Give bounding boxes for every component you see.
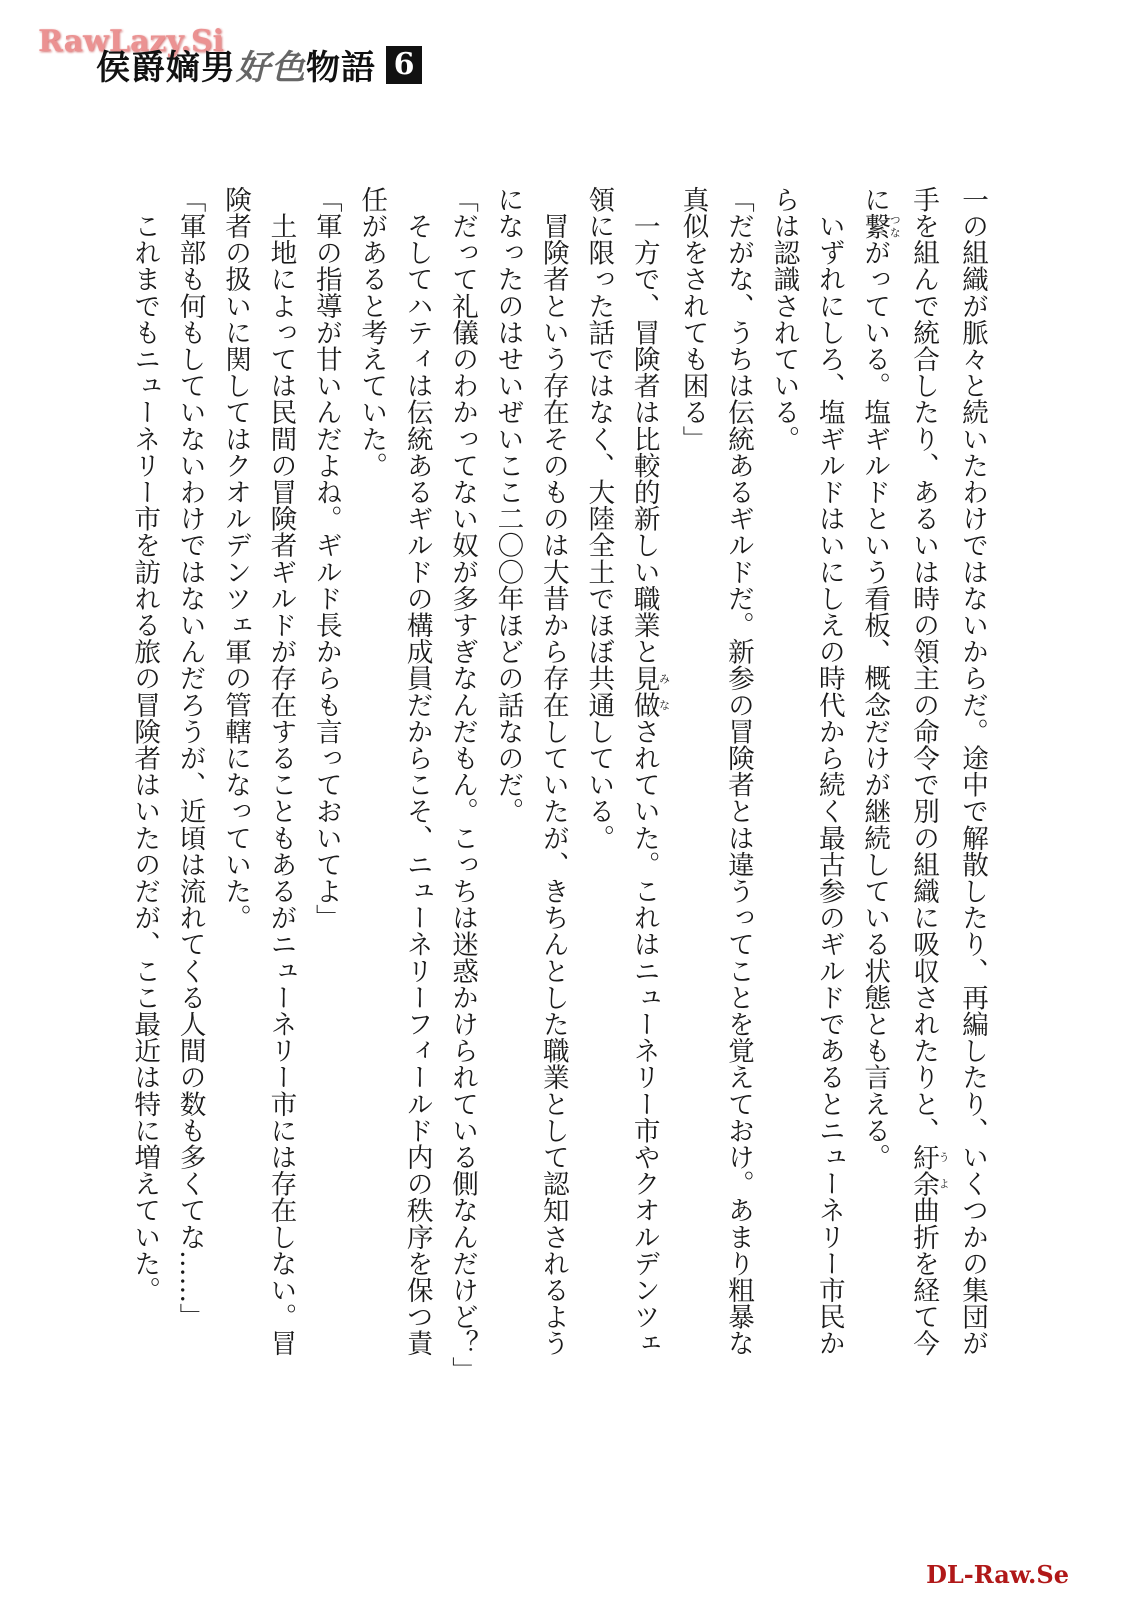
ruby-word — [908, 1143, 951, 1197]
text-column — [440, 186, 485, 1383]
text-column — [806, 186, 851, 1376]
text-segment: 「軍部も何もしていないわけではないんだろうが、近頃は流れてくる人間の数も多くてな……」 — [174, 186, 206, 1330]
text-column — [621, 186, 670, 1376]
text-segment: 土地によっては民間の冒険者ギルドが存在することもあるがニューネリー市には存在しない。冒 — [265, 186, 297, 1357]
ruby-reading: つな — [888, 212, 902, 240]
text-segment: これまでもニューネリー市を訪れる旅の冒険者はいたのだが、ここ最近は特に増えていた。 — [129, 186, 161, 1304]
text-column — [303, 186, 348, 1376]
text-segment: 手を組んで統合したり、あるいは時の領主の命令で別の組織に吸収されたりと、 — [908, 186, 940, 1144]
watermark-bottom: DL-Raw.Se — [926, 1560, 1069, 1589]
text-segment: いずれにしろ、塩ギルドはいにしえの時代から続く最古参のギルドであるとニューネリー市民か — [813, 186, 845, 1357]
volume-badge: 6 — [386, 46, 422, 84]
text-column — [167, 186, 212, 1376]
title-accent: 好色 — [236, 48, 306, 88]
ruby-base: 見做 — [628, 664, 660, 719]
book-title — [96, 40, 376, 89]
text-segment: 一方で、冒険者は比較的新しい職業と — [628, 186, 660, 665]
text-segment: 領に限った話ではなく、大陸全土でほぼ共通している。 — [583, 186, 615, 851]
text-column — [213, 186, 258, 1376]
text-segment: 「軍の指導が甘いんだよね。ギルド長からも言っておいてよ」 — [310, 186, 342, 931]
text-segment: そしてハティは伝統あるギルドの構成員だからこそ、ニューネリーフィールド内の秩序を保つ責 — [401, 186, 433, 1357]
text-segment: 「だがな、うちは伝統あるギルドだ。新参の冒険者とは違うってことを覚えておけ。あまり粗暴な — [722, 186, 754, 1357]
text-column — [485, 186, 530, 1376]
ruby-reading: みな — [657, 664, 671, 719]
text-segment: になったのはせいぜいここ二〇〇年ほどの話なのだ。 — [492, 186, 524, 825]
title-part: 物語 — [306, 48, 376, 88]
ruby-reading: うよ — [937, 1143, 951, 1197]
running-header — [96, 40, 422, 89]
text-segment: に — [859, 186, 891, 213]
ruby-base: 紆余 — [908, 1143, 940, 1197]
watermark-top: RawLazy.Si — [38, 24, 224, 59]
text-column — [576, 186, 621, 1376]
text-segment: 一の組織が脈々と続いたわけではないからだ。途中で解散したり、再編したり、いくつかの集団が — [957, 186, 988, 1357]
text-column — [761, 186, 806, 1376]
text-segment: 冒険者という存在そのものは大昔から存在していたが、きちんとした職業として認知されるよう — [537, 186, 569, 1357]
text-column — [530, 186, 575, 1376]
text-segment: 険者の扱いに関してはクオルデンツェ軍の管轄になっていた。 — [220, 186, 251, 931]
text-column — [852, 186, 901, 1376]
text-segment: 真似をされても困る」 — [677, 186, 709, 452]
text-segment: 任があると考えていた。 — [356, 186, 388, 479]
text-segment: らは認識されている。 — [768, 186, 800, 452]
text-column — [901, 186, 950, 1376]
text-segment: 「だって礼儀のわかってない奴が多すぎなんだもん。こっちは迷惑かけられている側なんだけど？」 — [447, 186, 479, 1383]
text-column — [349, 186, 394, 1376]
text-column — [258, 186, 303, 1376]
text-segment: 曲折を経て今 — [908, 1196, 940, 1357]
ruby-base: 繋 — [859, 212, 891, 240]
text-segment: がっている。塩ギルドという看板、概念だけが継続している状態とも言える。 — [859, 239, 891, 1171]
text-segment: されていた。これはニューネリー市やクオルデンツェ — [628, 718, 660, 1357]
text-column — [950, 186, 995, 1376]
title-part: 侯爵嫡男 — [96, 48, 236, 88]
text-column — [716, 186, 761, 1376]
body-text — [122, 186, 995, 1383]
text-column — [670, 186, 715, 1376]
text-column — [122, 186, 167, 1376]
ruby-word — [628, 664, 671, 719]
text-column — [394, 186, 439, 1376]
ruby-word — [859, 212, 902, 240]
